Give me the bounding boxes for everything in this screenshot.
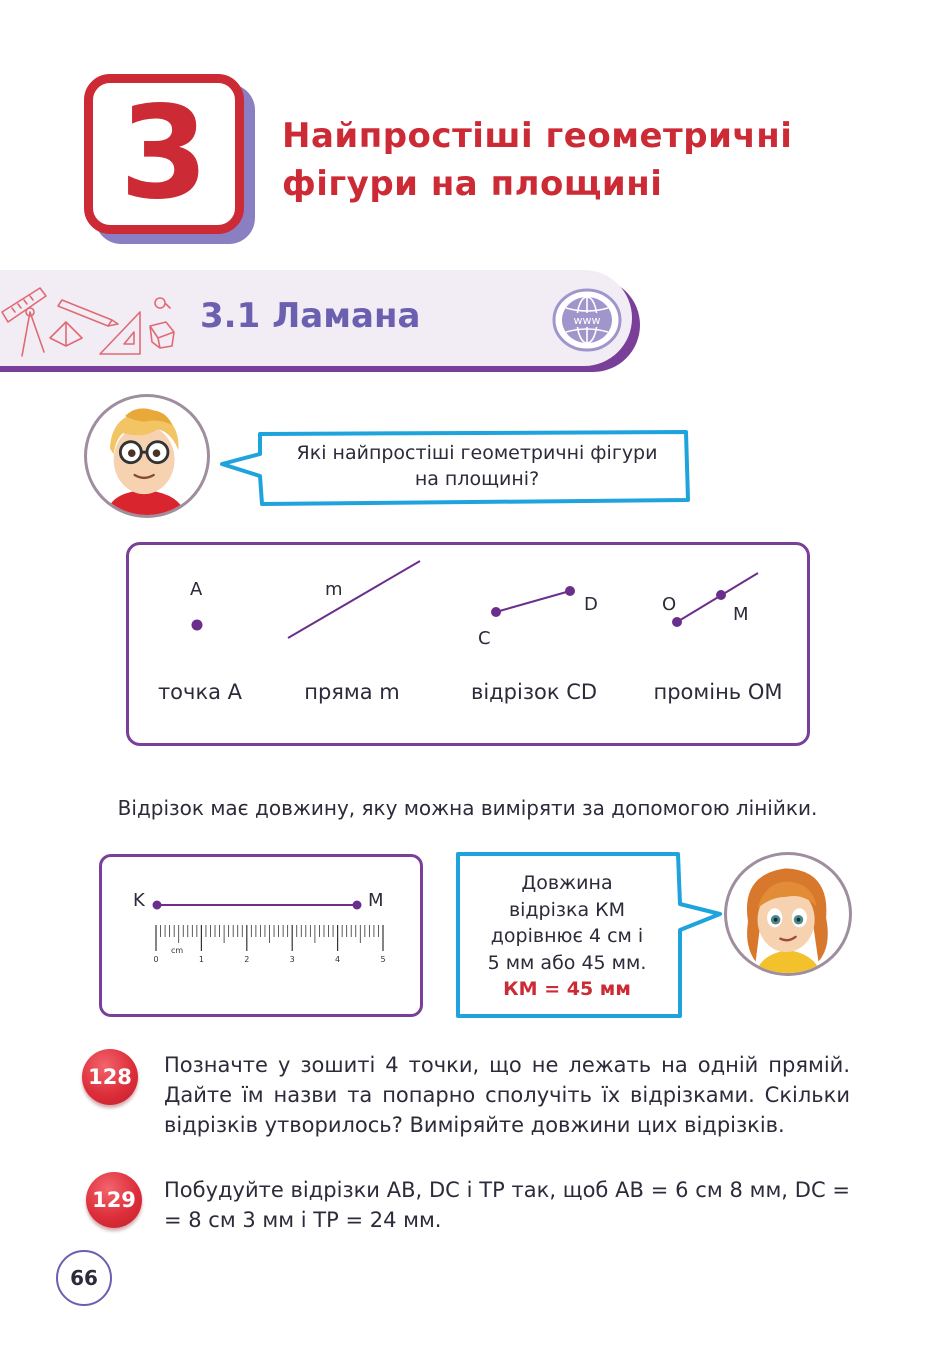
ruler-number: 1 (198, 955, 204, 964)
section-title: 3.1 Ламана (200, 296, 421, 336)
segment-cd (496, 591, 570, 612)
chapter-title-line2: фігури на площині (282, 164, 663, 204)
segment-d-dot (565, 586, 575, 596)
ruler-numbers (153, 955, 385, 964)
km-line1: Довжина (521, 872, 613, 894)
task-128-badge: 128 (82, 1049, 138, 1105)
task-129-text: Побудуйте відрізки AB, DC і TP так, щоб AB = 6 см 8 мм, DC = = 8 см 3 мм і TP = 24 мм. (164, 1178, 850, 1232)
chapter-title (282, 112, 882, 208)
ruler-illustration (99, 854, 423, 1017)
question-line2: на площині? (414, 468, 540, 490)
chapter-number: 3 (119, 79, 209, 228)
ruler-unit-label: cm (171, 946, 184, 955)
task-128-text: Позначте у зошиті 4 точки, що не лежать на одній прямій. Дайте їм назви та попарно сполучіть їх відрізками. Скільки відрізків утворилось? Виміряйте довжини цих відрізків. (164, 1053, 850, 1137)
point-a-label: A (190, 579, 203, 600)
girl-illustration-icon (727, 855, 849, 973)
km-line4: 5 мм або 45 мм. (487, 951, 647, 974)
segment-c-dot (491, 607, 501, 617)
figures-illustration (126, 542, 810, 746)
km-line3: дорівнює 4 см і (490, 925, 644, 947)
avatar-boy (84, 394, 210, 518)
segment-km-end-dot (353, 901, 362, 910)
ruler-ticks (156, 925, 383, 951)
ruler-number: 0 (153, 955, 159, 964)
line-m-label: m (325, 579, 343, 600)
km-formula: КМ = 45 мм (503, 978, 631, 1000)
ruler-number: 4 (335, 955, 341, 964)
ruler-number: 5 (380, 955, 386, 964)
segment-k-dot (153, 901, 162, 910)
point-a-dot (192, 620, 203, 631)
avatar-girl (724, 852, 852, 976)
segment-caption: відрізок CD (470, 680, 598, 704)
globe-icon[interactable] (552, 288, 622, 352)
ray-o-label: O (662, 594, 677, 615)
boy-illustration-icon (87, 397, 207, 515)
ray-m-dot (716, 590, 726, 600)
segment-c-label: C (478, 628, 491, 649)
line-caption: пряма m (304, 680, 400, 704)
ruler-number: 3 (289, 955, 295, 964)
ray-o-dot (672, 617, 682, 627)
geometry-tools-doodle-icon (0, 282, 190, 362)
task-129-badge: 129 (86, 1172, 142, 1228)
km-text (462, 870, 672, 1003)
segment-d-label: D (584, 594, 598, 615)
ruler-k-label: K (133, 890, 145, 911)
ray-caption: промінь ОМ (653, 680, 783, 704)
ruler-m-label: M (368, 890, 384, 911)
ray-m-label: M (733, 604, 749, 625)
info-text: Відрізок має довжину, яку можна виміряти за допомогою лінійки. (117, 796, 818, 820)
ruler-number: 2 (244, 955, 250, 964)
line-m (288, 561, 420, 638)
chapter-title-line1: Найпростіші геометричні (282, 116, 793, 156)
point-caption: точка А (157, 680, 243, 704)
question-text (262, 440, 692, 492)
km-line2: відрізка КМ (508, 898, 626, 921)
globe-label: www (573, 314, 601, 327)
question-line1: Які найпростіші геометричні фігури (296, 442, 658, 464)
page-number: 66 (56, 1250, 112, 1306)
